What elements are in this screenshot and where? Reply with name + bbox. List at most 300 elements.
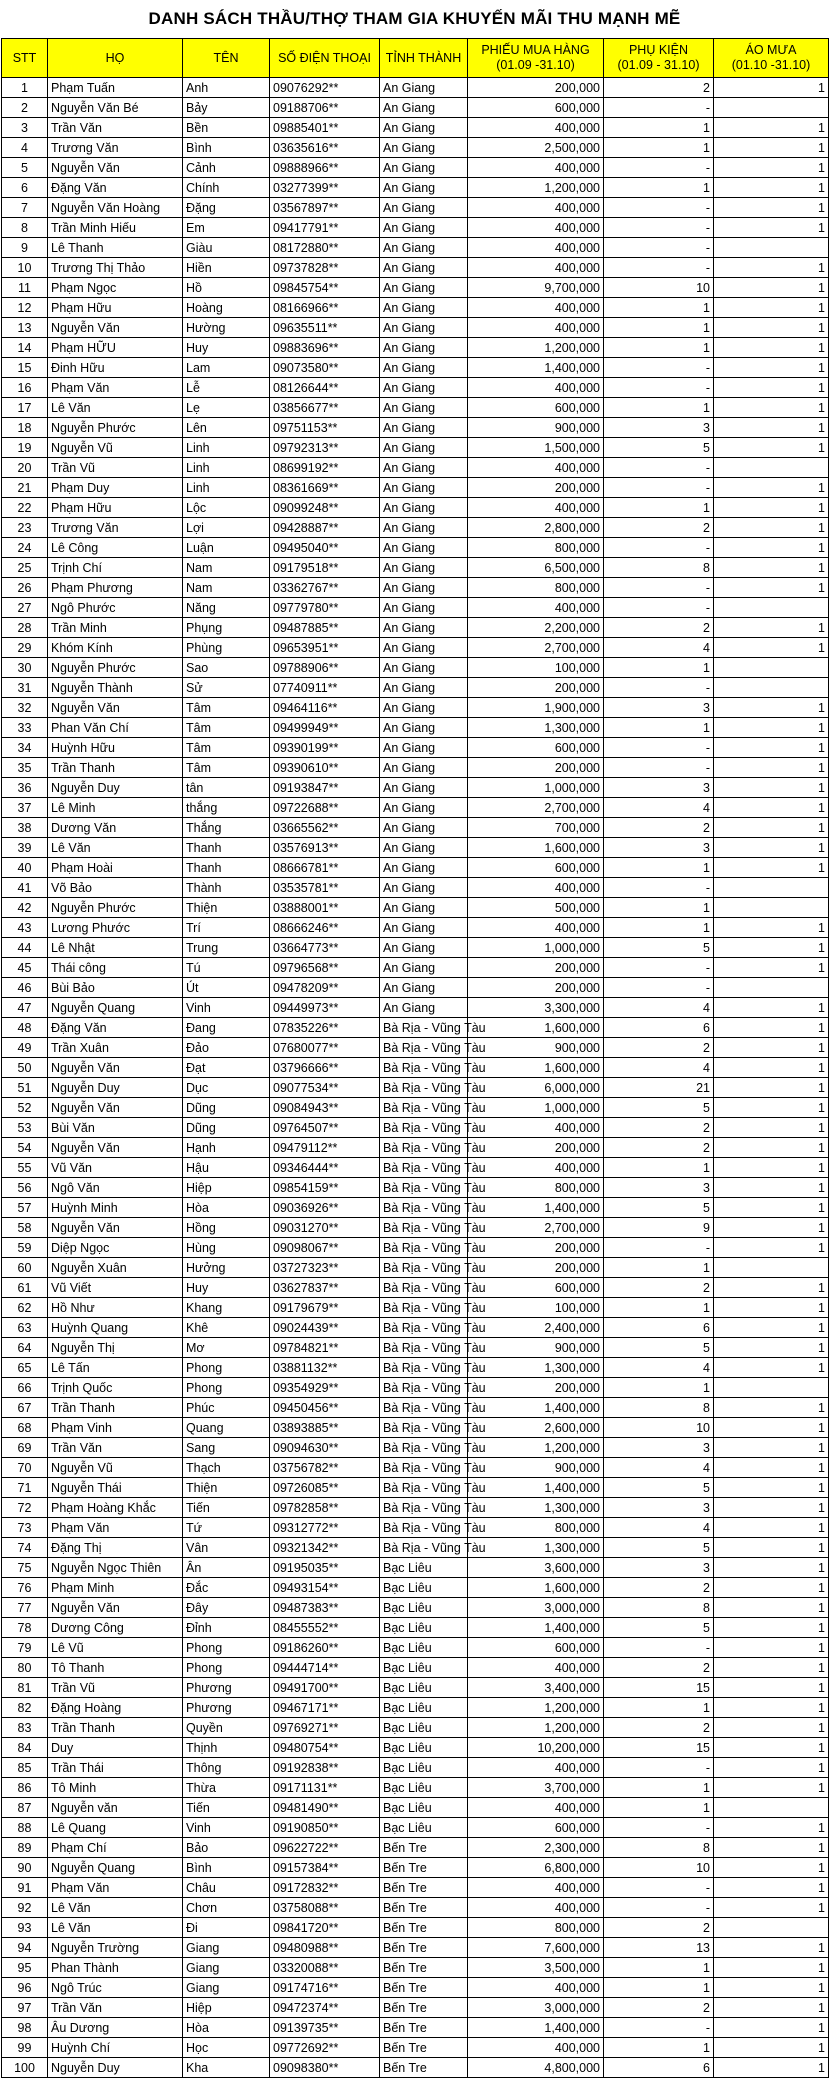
cell-phone: 03362767** (270, 578, 380, 598)
cell-stt: 58 (2, 1218, 48, 1238)
cell-stt: 24 (2, 538, 48, 558)
cell-stt: 89 (2, 1838, 48, 1858)
cell-ten: Tâm (183, 758, 270, 778)
cell-ho: Trần Thanh (48, 1718, 183, 1738)
cell-voucher: 1,200,000 (468, 338, 604, 358)
cell-voucher: 200,000 (468, 1378, 604, 1398)
cell-voucher: 2,400,000 (468, 1318, 604, 1338)
cell-accessories: - (604, 678, 714, 698)
cell-phone: 03320088** (270, 1958, 380, 1978)
table-row (2, 1578, 829, 1598)
cell-province: Bạc Liêu (380, 1638, 468, 1658)
header-label: SỐ ĐIỆN THOẠI (278, 50, 371, 65)
cell-ten: Bảy (183, 98, 270, 118)
cell-ten: Huy (183, 1278, 270, 1298)
cell-raincoat: 1 (714, 838, 829, 858)
cell-ho: Lê Thanh (48, 238, 183, 258)
cell-province: An Giang (380, 438, 468, 458)
page-title: DANH SÁCH THẦU/THỢ THAM GIA KHUYẾN MÃI THU MẠNH MẼ (148, 9, 681, 28)
cell-province: An Giang (380, 558, 468, 578)
cell-ten: Giang (183, 1938, 270, 1958)
cell-ho: Đặng Thị (48, 1538, 183, 1558)
cell-voucher: 3,500,000 (468, 1958, 604, 1978)
cell-province: An Giang (380, 658, 468, 678)
cell-accessories: - (604, 878, 714, 898)
cell-accessories: 6 (604, 1018, 714, 1038)
cell-voucher: 800,000 (468, 1178, 604, 1198)
cell-ten: Huy (183, 338, 270, 358)
cell-accessories: 1 (604, 858, 714, 878)
cell-voucher: 400,000 (468, 158, 604, 178)
cell-accessories: - (604, 1758, 714, 1778)
cell-ho: Vũ Viết (48, 1278, 183, 1298)
cell-stt: 80 (2, 1658, 48, 1678)
cell-raincoat: 1 (714, 618, 829, 638)
table-row (2, 778, 829, 798)
cell-raincoat (714, 458, 829, 478)
cell-ten: Bảo (183, 1838, 270, 1858)
table-row (2, 238, 829, 258)
cell-voucher: 1,000,000 (468, 938, 604, 958)
cell-voucher: 400,000 (468, 238, 604, 258)
cell-raincoat (714, 1798, 829, 1818)
cell-voucher: 700,000 (468, 818, 604, 838)
cell-raincoat: 1 (714, 998, 829, 1018)
cell-ten: Vân (183, 1538, 270, 1558)
table-row (2, 1878, 829, 1898)
cell-phone: 03856677** (270, 398, 380, 418)
cell-accessories: 3 (604, 1558, 714, 1578)
cell-voucher: 1,300,000 (468, 1538, 604, 1558)
cell-province: An Giang (380, 178, 468, 198)
cell-ten: Thanh (183, 838, 270, 858)
cell-voucher: 3,300,000 (468, 998, 604, 1018)
cell-ten: Phương (183, 1698, 270, 1718)
col-header-ho (48, 39, 183, 78)
cell-phone: 09478209** (270, 978, 380, 998)
cell-phone: 09635511** (270, 318, 380, 338)
cell-ho: Phạm Văn (48, 1878, 183, 1898)
cell-stt: 49 (2, 1038, 48, 1058)
cell-voucher: 600,000 (468, 1638, 604, 1658)
cell-ten: Hưởng (183, 1258, 270, 1278)
cell-phone: 09192838** (270, 1758, 380, 1778)
cell-raincoat: 1 (714, 1858, 829, 1878)
cell-province: An Giang (380, 158, 468, 178)
cell-phone: 09084943** (270, 1098, 380, 1118)
cell-phone: 09784821** (270, 1338, 380, 1358)
cell-ho: Ngô Văn (48, 1178, 183, 1198)
table-row (2, 1458, 829, 1478)
table-row (2, 1038, 829, 1058)
table-row (2, 938, 829, 958)
cell-accessories: 4 (604, 1518, 714, 1538)
cell-raincoat: 1 (714, 1438, 829, 1458)
cell-province: An Giang (380, 378, 468, 398)
cell-phone: 09179679** (270, 1298, 380, 1318)
cell-ten: Đắc (183, 1578, 270, 1598)
cell-phone: 09841720** (270, 1918, 380, 1938)
cell-phone: 09479112** (270, 1138, 380, 1158)
cell-province: Bạc Liêu (380, 1798, 468, 1818)
cell-phone: 09036926** (270, 1198, 380, 1218)
cell-ho: Nguyễn Duy (48, 2058, 183, 2078)
cell-voucher: 1,200,000 (468, 1698, 604, 1718)
cell-accessories: 1 (604, 1258, 714, 1278)
cell-ten: Đảo (183, 1038, 270, 1058)
cell-voucher: 900,000 (468, 1038, 604, 1058)
cell-stt: 68 (2, 1418, 48, 1438)
cell-raincoat: 1 (714, 1138, 829, 1158)
cell-raincoat: 1 (714, 958, 829, 978)
cell-ho: Lê Nhật (48, 938, 183, 958)
cell-province: Bà Rịa - Vũng Tàu (380, 1178, 468, 1198)
cell-voucher: 400,000 (468, 1798, 604, 1818)
cell-accessories: - (604, 1898, 714, 1918)
cell-stt: 69 (2, 1438, 48, 1458)
cell-accessories: 5 (604, 938, 714, 958)
cell-phone: 09188706** (270, 98, 380, 118)
cell-stt: 48 (2, 1018, 48, 1038)
cell-voucher: 400,000 (468, 2038, 604, 2058)
cell-voucher: 400,000 (468, 918, 604, 938)
cell-province: An Giang (380, 938, 468, 958)
cell-stt: 17 (2, 398, 48, 418)
cell-province: Bến Tre (380, 1898, 468, 1918)
cell-raincoat: 1 (714, 1778, 829, 1798)
cell-stt: 21 (2, 478, 48, 498)
cell-raincoat: 1 (714, 1078, 829, 1098)
cell-ho: Bùi Văn (48, 1118, 183, 1138)
cell-province: Bạc Liêu (380, 1718, 468, 1738)
cell-province: An Giang (380, 698, 468, 718)
cell-voucher: 1,400,000 (468, 2018, 604, 2038)
cell-province: Bà Rịa - Vũng Tàu (380, 1158, 468, 1178)
cell-raincoat: 1 (714, 1318, 829, 1338)
cell-accessories: 13 (604, 1938, 714, 1958)
header-sublabel: (01.09 - 31.10) (617, 58, 700, 72)
table-row (2, 1238, 829, 1258)
cell-raincoat: 1 (714, 298, 829, 318)
cell-raincoat: 1 (714, 718, 829, 738)
cell-ten: Giang (183, 1978, 270, 1998)
cell-ho: Lê Công (48, 538, 183, 558)
cell-raincoat: 1 (714, 1558, 829, 1578)
cell-voucher: 2,700,000 (468, 638, 604, 658)
cell-raincoat: 1 (714, 798, 829, 818)
cell-phone: 09737828** (270, 258, 380, 278)
cell-ho: Bùi Bảo (48, 978, 183, 998)
table-row (2, 618, 829, 638)
cell-ten: Khang (183, 1298, 270, 1318)
table-row (2, 978, 829, 998)
cell-ten: Lễ (183, 378, 270, 398)
cell-stt: 83 (2, 1718, 48, 1738)
cell-phone: 09321342** (270, 1538, 380, 1558)
cell-accessories: 2 (604, 1038, 714, 1058)
table-row (2, 818, 829, 838)
cell-phone: 09195035** (270, 1558, 380, 1578)
cell-ten: Phong (183, 1378, 270, 1398)
cell-province: An Giang (380, 778, 468, 798)
cell-voucher: 200,000 (468, 1138, 604, 1158)
cell-ten: thắng (183, 798, 270, 818)
cell-ho: Trần Thanh (48, 758, 183, 778)
cell-stt: 12 (2, 298, 48, 318)
cell-stt: 95 (2, 1958, 48, 1978)
cell-stt: 88 (2, 1818, 48, 1838)
cell-ho: Nguyễn Văn (48, 1218, 183, 1238)
cell-accessories: 1 (604, 1958, 714, 1978)
cell-voucher: 800,000 (468, 1918, 604, 1938)
cell-ho: Nguyễn Văn (48, 318, 183, 338)
cell-voucher: 400,000 (468, 1898, 604, 1918)
cell-accessories: 8 (604, 1838, 714, 1858)
cell-province: An Giang (380, 358, 468, 378)
cell-ho: Trần Văn (48, 1438, 183, 1458)
cell-raincoat (714, 98, 829, 118)
table-row (2, 678, 829, 698)
cell-ho: Lê Văn (48, 838, 183, 858)
table-row (2, 278, 829, 298)
cell-province: An Giang (380, 598, 468, 618)
cell-raincoat: 1 (714, 358, 829, 378)
header-label: STT (12, 50, 37, 65)
cell-ho: Dương Văn (48, 818, 183, 838)
cell-raincoat: 1 (714, 278, 829, 298)
cell-voucher: 200,000 (468, 978, 604, 998)
cell-accessories: - (604, 158, 714, 178)
cell-accessories: - (604, 1818, 714, 1838)
table-row (2, 1898, 829, 1918)
cell-phone: 09171131** (270, 1778, 380, 1798)
cell-stt: 6 (2, 178, 48, 198)
cell-stt: 43 (2, 918, 48, 938)
cell-ten: Thành (183, 878, 270, 898)
cell-raincoat: 1 (714, 1238, 829, 1258)
table-row (2, 1618, 829, 1638)
cell-raincoat: 1 (714, 418, 829, 438)
col-header-raincoat (714, 39, 829, 78)
cell-province: Bà Rịa - Vũng Tàu (380, 1358, 468, 1378)
table-row (2, 1098, 829, 1118)
cell-voucher: 200,000 (468, 478, 604, 498)
cell-voucher: 100,000 (468, 658, 604, 678)
cell-voucher: 600,000 (468, 398, 604, 418)
cell-voucher: 6,000,000 (468, 1078, 604, 1098)
cell-raincoat: 1 (714, 178, 829, 198)
cell-raincoat: 1 (714, 1298, 829, 1318)
cell-province: Bến Tre (380, 1918, 468, 1938)
cell-raincoat: 1 (714, 1058, 829, 1078)
cell-ho: Dương Công (48, 1618, 183, 1638)
cell-voucher: 100,000 (468, 1298, 604, 1318)
cell-raincoat: 1 (714, 198, 829, 218)
cell-voucher: 800,000 (468, 1518, 604, 1538)
cell-accessories: 3 (604, 778, 714, 798)
cell-phone: 09854159** (270, 1178, 380, 1198)
cell-accessories: 1 (604, 1378, 714, 1398)
cell-raincoat: 1 (714, 2058, 829, 2078)
header-label: HỌ (105, 50, 125, 65)
cell-stt: 82 (2, 1698, 48, 1718)
cell-province: Bà Rịa - Vũng Tàu (380, 1098, 468, 1118)
table-row (2, 1298, 829, 1318)
cell-stt: 27 (2, 598, 48, 618)
cell-ten: Mơ (183, 1338, 270, 1358)
cell-stt: 52 (2, 1098, 48, 1118)
cell-ten: Đi (183, 1918, 270, 1938)
cell-phone: 09796568** (270, 958, 380, 978)
cell-phone: 09472374** (270, 1998, 380, 2018)
cell-accessories: 1 (604, 718, 714, 738)
cell-raincoat: 1 (714, 138, 829, 158)
cell-raincoat: 1 (714, 1178, 829, 1198)
cell-phone: 08666246** (270, 918, 380, 938)
cell-province: Bà Rịa - Vũng Tàu (380, 1118, 468, 1138)
cell-voucher: 600,000 (468, 98, 604, 118)
cell-ten: Thông (183, 1758, 270, 1778)
cell-ho: Nguyễn Văn (48, 1058, 183, 1078)
cell-accessories: 3 (604, 838, 714, 858)
cell-stt: 92 (2, 1898, 48, 1918)
cell-raincoat: 1 (714, 218, 829, 238)
cell-raincoat: 1 (714, 1198, 829, 1218)
cell-province: An Giang (380, 578, 468, 598)
cell-raincoat: 1 (714, 1518, 829, 1538)
cell-province: Bạc Liêu (380, 1618, 468, 1638)
cell-voucher: 400,000 (468, 498, 604, 518)
table-row (2, 1018, 829, 1038)
cell-phone: 09751153** (270, 418, 380, 438)
cell-stt: 70 (2, 1458, 48, 1478)
cell-raincoat: 1 (714, 1958, 829, 1978)
cell-province: Bà Rịa - Vũng Tàu (380, 1478, 468, 1498)
cell-phone: 09098067** (270, 1238, 380, 1258)
cell-voucher: 200,000 (468, 958, 604, 978)
header-row (2, 39, 829, 78)
cell-phone: 09726085** (270, 1478, 380, 1498)
table-row (2, 1678, 829, 1698)
cell-voucher: 200,000 (468, 678, 604, 698)
cell-raincoat: 1 (714, 538, 829, 558)
cell-stt: 57 (2, 1198, 48, 1218)
cell-ho: Phạm Minh (48, 1578, 183, 1598)
table-row (2, 1858, 829, 1878)
cell-ten: Bình (183, 138, 270, 158)
cell-ten: Thịnh (183, 1738, 270, 1758)
cell-ten: Lên (183, 418, 270, 438)
cell-accessories: - (604, 98, 714, 118)
cell-province: An Giang (380, 398, 468, 418)
cell-stt: 61 (2, 1278, 48, 1298)
cell-stt: 46 (2, 978, 48, 998)
cell-ten: Út (183, 978, 270, 998)
cell-stt: 44 (2, 938, 48, 958)
cell-ho: Phạm Tuấn (48, 78, 183, 98)
cell-stt: 86 (2, 1778, 48, 1798)
table-row (2, 1958, 829, 1978)
cell-raincoat: 1 (714, 1418, 829, 1438)
cell-accessories: - (604, 478, 714, 498)
cell-voucher: 2,300,000 (468, 1838, 604, 1858)
cell-phone: 09428887** (270, 518, 380, 538)
cell-stt: 16 (2, 378, 48, 398)
cell-ho: Phan Văn Chí (48, 718, 183, 738)
cell-phone: 09792313** (270, 438, 380, 458)
cell-stt: 62 (2, 1298, 48, 1318)
cell-accessories: 1 (604, 298, 714, 318)
cell-stt: 47 (2, 998, 48, 1018)
table-row (2, 1598, 829, 1618)
cell-accessories: - (604, 2018, 714, 2038)
cell-accessories: 2 (604, 78, 714, 98)
cell-province: Bà Rịa - Vũng Tàu (380, 1458, 468, 1478)
table-row (2, 758, 829, 778)
table-row (2, 878, 829, 898)
cell-ten: Hiệp (183, 1178, 270, 1198)
cell-province: Bạc Liêu (380, 1758, 468, 1778)
cell-voucher: 400,000 (468, 598, 604, 618)
cell-phone: 09450456** (270, 1398, 380, 1418)
cell-stt: 41 (2, 878, 48, 898)
header-sublabel: (01.10 -31.10) (731, 58, 811, 72)
cell-stt: 91 (2, 1878, 48, 1898)
table-row (2, 558, 829, 578)
cell-ten: Em (183, 218, 270, 238)
cell-accessories: 5 (604, 1098, 714, 1118)
cell-province: An Giang (380, 138, 468, 158)
cell-raincoat (714, 878, 829, 898)
cell-accessories: 3 (604, 1498, 714, 1518)
table-row (2, 258, 829, 278)
cell-ho: Trần Vũ (48, 458, 183, 478)
cell-raincoat: 1 (714, 698, 829, 718)
cell-voucher: 1,600,000 (468, 1018, 604, 1038)
cell-accessories: 21 (604, 1078, 714, 1098)
cell-stt: 33 (2, 718, 48, 738)
cell-province: An Giang (380, 838, 468, 858)
cell-ten: Phương (183, 1678, 270, 1698)
cell-voucher: 2,600,000 (468, 1418, 604, 1438)
cell-voucher: 7,600,000 (468, 1938, 604, 1958)
cell-accessories: 10 (604, 1858, 714, 1878)
cell-province: An Giang (380, 618, 468, 638)
cell-ho: Phạm Hoài (48, 858, 183, 878)
cell-ten: Tâm (183, 718, 270, 738)
cell-ten: Học (183, 2038, 270, 2058)
cell-accessories: 4 (604, 638, 714, 658)
table-row (2, 1658, 829, 1678)
cell-raincoat: 1 (714, 1878, 829, 1898)
table-row (2, 2038, 829, 2058)
table-row (2, 1438, 829, 1458)
cell-accessories: 4 (604, 998, 714, 1018)
cell-ten: Đặng (183, 198, 270, 218)
cell-ten: Thiện (183, 1478, 270, 1498)
cell-raincoat: 1 (714, 1578, 829, 1598)
cell-voucher: 600,000 (468, 738, 604, 758)
cell-ho: Phạm Duy (48, 478, 183, 498)
cell-ten: Tiến (183, 1798, 270, 1818)
participants-table (1, 38, 829, 2078)
cell-phone: 09157384** (270, 1858, 380, 1878)
cell-voucher: 2,700,000 (468, 1218, 604, 1238)
cell-ho: Nguyễn Văn (48, 698, 183, 718)
cell-ho: Nguyễn Phước (48, 418, 183, 438)
cell-ten: Chơn (183, 1898, 270, 1918)
cell-accessories: 3 (604, 698, 714, 718)
